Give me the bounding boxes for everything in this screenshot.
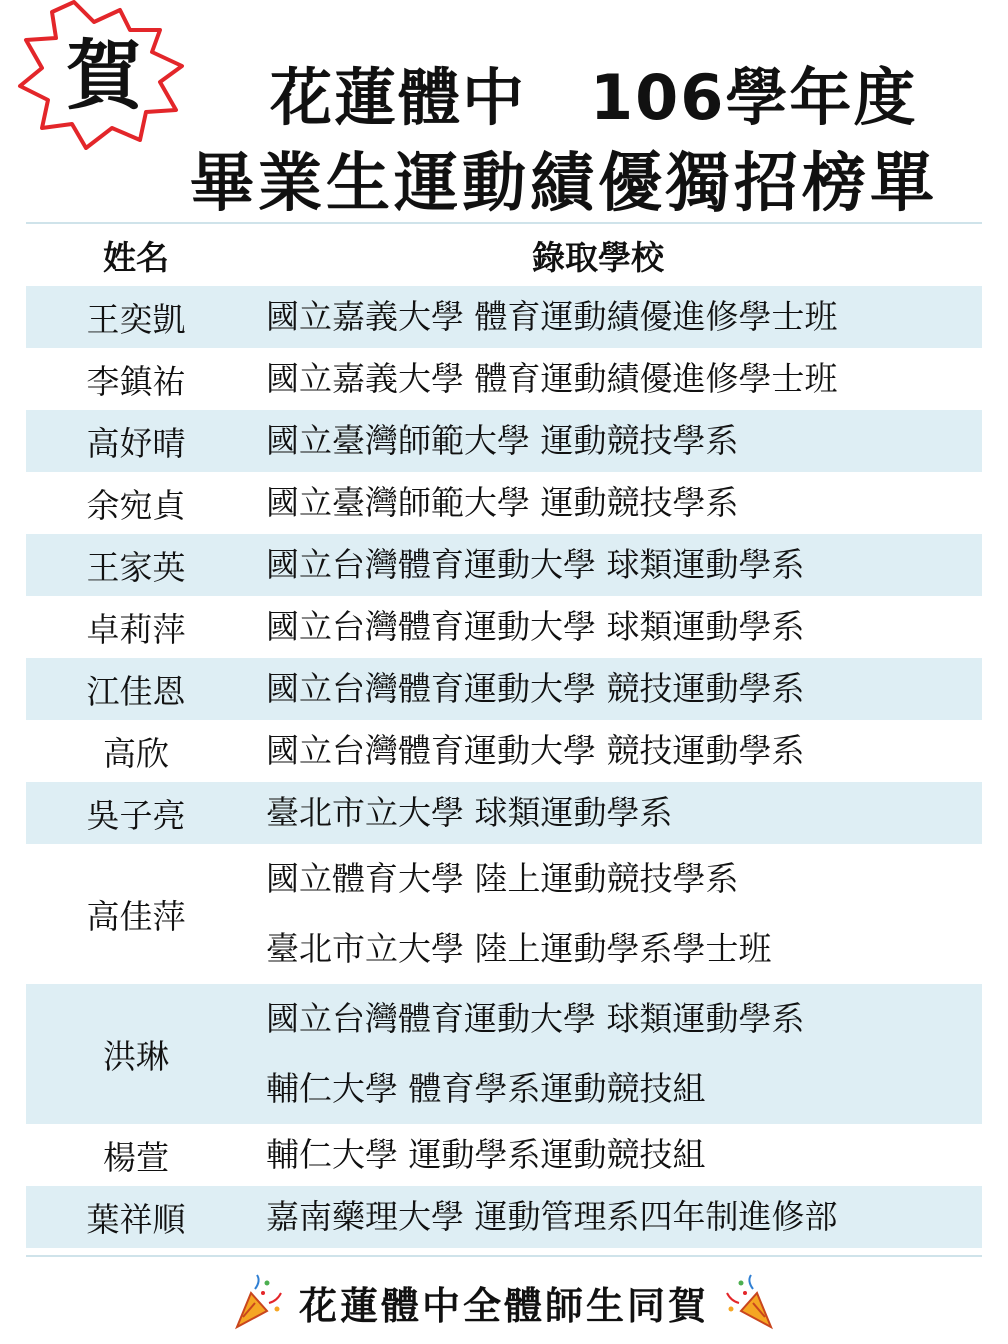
student-name: 高欣 [103, 733, 169, 773]
poster-footer [0, 1272, 1008, 1332]
student-name: 高妤晴 [26, 410, 246, 472]
table-row [26, 410, 982, 472]
table-header-row [26, 224, 982, 286]
table-bottom-divider [26, 1255, 982, 1257]
table-row [26, 720, 982, 782]
table-row [26, 286, 982, 348]
admitted-school: 國立台灣體育運動大學 競技運動學系 [266, 669, 805, 708]
party-popper-icon [233, 1273, 285, 1331]
student-name: 余宛貞 [86, 485, 186, 525]
table-row [26, 1186, 982, 1248]
table-row [26, 472, 982, 534]
student-name: 卓莉萍 [86, 609, 186, 649]
admitted-school: 國立體育大學 陸上運動競技學系 [266, 859, 739, 898]
badge-character: 賀 [66, 30, 142, 120]
footer-congratulations: 花蓮體中全體師生同賀 [298, 1283, 709, 1328]
admitted-school: 輔仁大學 體育學系運動競技組 [266, 1069, 706, 1108]
table-row [26, 782, 982, 844]
table-row [26, 984, 982, 1124]
admitted-school: 國立嘉義大學 體育運動績優進修學士班 [266, 297, 838, 336]
student-name: 江佳恩 [26, 658, 246, 720]
student-name: 李鎮祐 [86, 361, 186, 401]
table-row [26, 596, 982, 658]
column-header-school: 錄取學校 [532, 237, 664, 277]
congratulations-badge [12, 0, 212, 150]
student-name: 洪琳 [26, 984, 246, 1124]
student-name: 高佳萍 [86, 896, 186, 936]
student-name: 王奕凱 [26, 286, 246, 348]
poster-header [0, 0, 1008, 220]
column-header-name: 姓名 [103, 237, 169, 277]
table-row [26, 658, 982, 720]
admitted-school: 國立臺灣師範大學 運動競技學系 [266, 421, 739, 460]
page-title: 花蓮體中 106學年度 [270, 61, 918, 134]
admitted-school: 國立台灣體育運動大學 球類運動學系 [266, 545, 805, 584]
admitted-school: 國立台灣體育運動大學 競技運動學系 [266, 731, 805, 770]
admitted-school: 國立嘉義大學 體育運動績優進修學士班 [266, 359, 838, 398]
admitted-school: 國立台灣體育運動大學 球類運動學系 [266, 607, 805, 646]
table-row [26, 534, 982, 596]
admitted-school: 臺北市立大學 陸上運動學系學士班 [266, 929, 772, 968]
admitted-school: 國立臺灣師範大學 運動競技學系 [266, 483, 739, 522]
student-name: 葉祥順 [26, 1186, 246, 1248]
admission-table [26, 224, 982, 1248]
admitted-school: 嘉南藥理大學 運動管理系四年制進修部 [266, 1197, 838, 1236]
student-name: 吳子亮 [26, 782, 246, 844]
party-popper-icon [723, 1273, 775, 1331]
admitted-school: 臺北市立大學 球類運動學系 [266, 793, 673, 832]
table-row [26, 844, 982, 984]
page-subtitle: 畢業生運動績優獨招榜單 [190, 147, 938, 221]
table-row [26, 1124, 982, 1186]
admitted-school: 輔仁大學 運動學系運動競技組 [266, 1135, 706, 1174]
student-name: 王家英 [26, 534, 246, 596]
student-name: 楊萱 [103, 1137, 169, 1177]
admitted-school: 國立台灣體育運動大學 球類運動學系 [266, 999, 805, 1038]
table-row [26, 348, 982, 410]
